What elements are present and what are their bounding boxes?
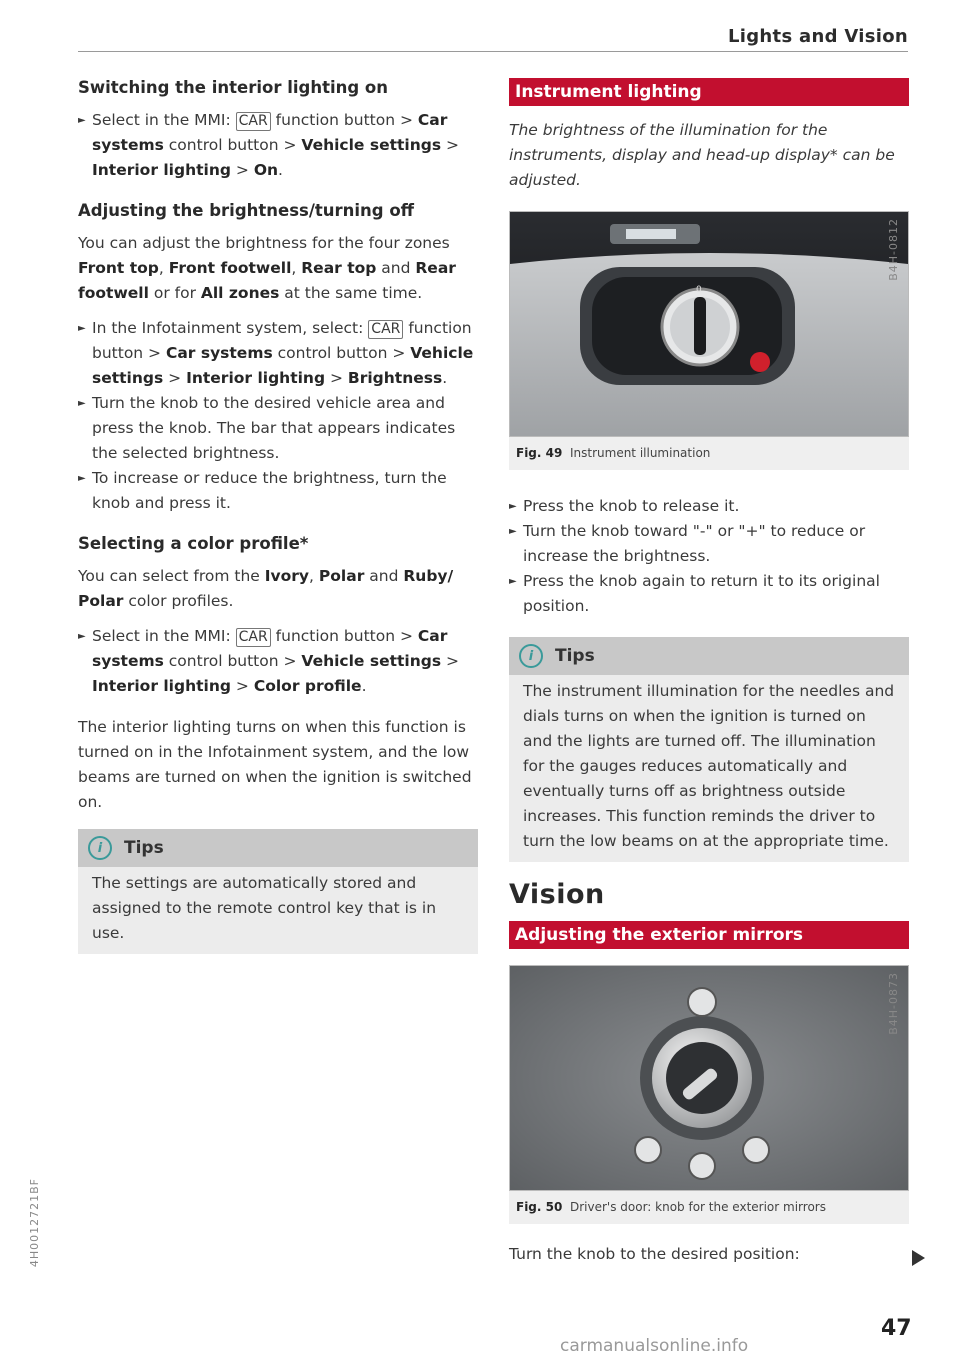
para-adjust: [78, 231, 478, 306]
step-brightness: [78, 316, 478, 391]
tips-body: The settings are automatically stored and assigned to the remote control key that is in use.: [92, 874, 437, 942]
light-switch-illustration: [510, 212, 908, 436]
heading-vision: Vision: [509, 879, 605, 910]
para-color: [78, 564, 478, 614]
txt: You can adjust the brightness for the four zones: [78, 234, 450, 252]
tips-body: The instrument illumination for the needles and dials turns on when the ignition is turned on and the lights are turned off. The illumination for the gauges reduces automatically and eventually turns off as brightness outside increases. This function reminds the driver to turn the low beams on at the appropriate time.: [523, 682, 895, 850]
figure-50: [509, 965, 909, 1224]
fig-caption-text: Instrument illumination: [569, 446, 711, 460]
txt: and: [376, 259, 416, 277]
step-select-on: [78, 108, 478, 183]
txt: .: [442, 369, 448, 387]
fig-label: Fig. 49: [516, 446, 563, 460]
heading-adjusting: Adjusting the brightness/turning off: [78, 201, 415, 220]
txt: You can select from the: [78, 567, 265, 585]
fig49-caption: [509, 437, 909, 470]
continue-arrow-icon: [912, 1250, 925, 1266]
txt: Vehicle settings: [301, 652, 442, 670]
txt: >: [230, 161, 254, 179]
txt: color profiles.: [123, 592, 234, 610]
instrument-steps: [509, 494, 909, 619]
txt: or for: [148, 284, 201, 302]
step-return: ► Press the knob again to return it to its original position.: [509, 569, 909, 619]
info-icon: i: [519, 644, 543, 668]
intro-instrument: The brightness of the illumination for the instruments, display and head-up display* can be adjusted.: [509, 121, 895, 189]
car-key: CAR: [368, 320, 403, 339]
car-key: CAR: [236, 628, 271, 647]
left-column: [78, 76, 478, 954]
fig50-image: [509, 965, 909, 1191]
tips-box-right: [509, 637, 909, 862]
txt: Ivory: [264, 567, 310, 585]
para-interior-info: The interior lighting turns on when this function is turned on in the Infotainment system, and the low beams are turned on when the ignition is switched on.: [78, 718, 472, 811]
fig50-caption: [509, 1191, 909, 1224]
step-release: ► Press the knob to release it.: [509, 494, 909, 519]
txt: Interior lighting: [186, 369, 326, 387]
fig49-code: B4H-0812: [887, 218, 900, 281]
txt: Brightness: [347, 369, 443, 387]
txt: Car systems: [92, 111, 448, 154]
txt: and: [364, 567, 404, 585]
section-bar-instrument: Instrument lighting: [509, 78, 909, 106]
tips-title: Tips: [124, 837, 164, 858]
fig50-code: B4H-0873: [887, 972, 900, 1035]
tips-title: Tips: [555, 645, 595, 666]
watermark: carmanualsonline.info: [560, 1336, 749, 1356]
fig-label: Fig. 50: [516, 1200, 563, 1214]
info-icon: i: [88, 836, 112, 860]
txt: >: [325, 369, 348, 387]
heading-color: Selecting a color profile*: [78, 534, 309, 553]
txt: >: [441, 652, 459, 670]
txt: >: [230, 677, 254, 695]
txt: In the Infotainment system, select:: [92, 319, 369, 337]
txt: Select in the MMI:: [92, 111, 236, 129]
running-head: Lights and Vision: [728, 26, 908, 47]
txt: function button >: [270, 627, 418, 645]
txt: function button >: [270, 111, 418, 129]
txt: Ruby/ Polar: [78, 567, 454, 610]
txt: Car systems: [92, 627, 448, 670]
txt: Interior lighting: [92, 677, 231, 695]
txt: control button >: [272, 344, 411, 362]
tips-box-left: [78, 829, 478, 954]
page-number: 47: [881, 1316, 912, 1341]
header-rule: [78, 51, 908, 52]
txt: Polar: [318, 567, 365, 585]
txt: function button >: [92, 319, 472, 362]
tips-header: [78, 829, 478, 867]
tips-header: [509, 637, 909, 675]
svg-text:0: 0: [696, 285, 702, 295]
txt: Car systems: [165, 344, 273, 362]
txt: Color profile: [253, 677, 362, 695]
right-column: [509, 78, 909, 1277]
txt: at the same time.: [279, 284, 423, 302]
txt: Rear top: [301, 259, 377, 277]
step-color-profile: [78, 624, 478, 699]
txt: Select in the MMI:: [92, 627, 236, 645]
txt: Rear footwell: [78, 259, 456, 302]
section-bar-mirrors: Adjusting the exterior mirrors: [509, 921, 909, 949]
fig-caption-text: Driver's door: knob for the exterior mirrors: [569, 1200, 826, 1214]
txt: >: [441, 136, 459, 154]
txt: Vehicle settings: [301, 136, 442, 154]
fig49-image: [509, 211, 909, 437]
txt: Front footwell: [168, 259, 292, 277]
txt: control button >: [163, 136, 302, 154]
figure-49: [509, 211, 909, 470]
txt: Vehicle settings: [92, 344, 474, 387]
txt: On: [253, 161, 279, 179]
para-turn-knob: Turn the knob to the desired position:: [509, 1245, 800, 1263]
txt: Interior lighting: [92, 161, 231, 179]
document-code: 4H0012721BF: [28, 1178, 41, 1268]
txt: >: [163, 369, 187, 387]
heading-switching: Switching the interior lighting on: [78, 78, 389, 97]
txt: Front top: [78, 259, 159, 277]
mirror-knob-illustration: [510, 966, 908, 1190]
step-turn: ► Turn the knob toward "-" or "+" to reduce or increase the brightness.: [509, 519, 909, 569]
txt: ,: [158, 259, 169, 277]
step-turn-knob: ► Turn the knob to the desired vehicle area and press the knob. The bar that appears indicates the selected brightness.: [78, 391, 478, 466]
txt: All zones: [200, 284, 280, 302]
car-key: CAR: [236, 112, 271, 131]
txt: control button >: [163, 652, 302, 670]
txt: ,: [309, 567, 319, 585]
txt: ,: [291, 259, 302, 277]
step-increase: ► To increase or reduce the brightness, turn the knob and press it.: [78, 466, 478, 516]
txt: .: [361, 677, 367, 695]
txt: .: [278, 161, 283, 179]
